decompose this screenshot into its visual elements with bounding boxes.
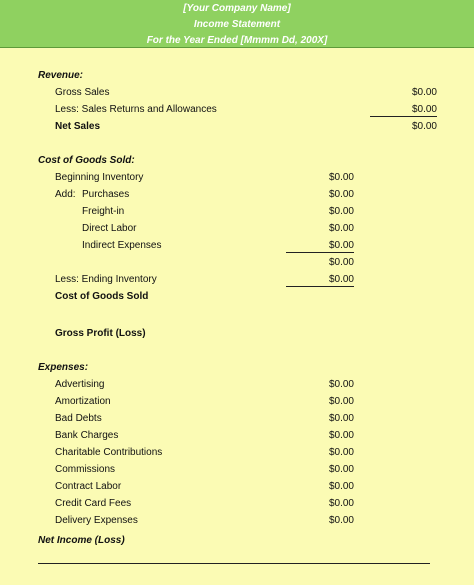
ending-inventory-rule [286,286,354,287]
beginning-inventory-value: $0.00 [328,172,354,183]
cogs-subtotal-value: $0.00 [328,257,354,268]
net-income-rule [38,563,430,564]
expenses-heading: Expenses: [38,362,89,373]
company-name: [Your Company Name] [183,3,291,14]
revenue-subtotal-rule [370,116,437,117]
indirect-expenses-label: Indirect Expenses [82,240,162,251]
beginning-inventory-label: Beginning Inventory [55,172,144,183]
cogs-total-label: Cost of Goods Sold [55,291,149,302]
expense-label-credit-card-fees: Credit Card Fees [55,498,132,509]
expense-label-commissions: Commissions [55,464,116,475]
gross-profit-label: Gross Profit (Loss) [55,328,146,339]
expense-value-bad-debts: $0.00 [328,413,354,424]
gross-sales-value: $0.00 [411,87,437,98]
expense-value-commissions: $0.00 [328,464,354,475]
expense-value-advertising: $0.00 [328,379,354,390]
sales-returns-label: Less: Sales Returns and Allowances [55,104,217,115]
ending-inventory-label: Less: Ending Inventory [55,274,157,285]
expense-value-charitable-contributions: $0.00 [328,447,354,458]
purchases-value: $0.00 [328,189,354,200]
sales-returns-value: $0.00 [411,104,437,115]
direct-labor-value: $0.00 [328,223,354,234]
cogs-subtotal-rule [286,252,354,253]
expense-label-amortization: Amortization [55,396,111,407]
expense-value-delivery-expenses: $0.00 [328,515,354,526]
add-label: Add: [55,189,76,200]
expense-label-charitable-contributions: Charitable Contributions [55,447,163,458]
ending-inventory-value: $0.00 [328,274,354,285]
expense-label-delivery-expenses: Delivery Expenses [55,515,138,526]
statement-title: Income Statement [193,19,281,30]
net-sales-value: $0.00 [411,121,437,132]
expense-label-bank-charges: Bank Charges [55,430,119,441]
expense-value-amortization: $0.00 [328,396,354,407]
expense-value-bank-charges: $0.00 [328,430,354,441]
expense-label-bad-debts: Bad Debts [55,413,102,424]
expense-value-contract-labor: $0.00 [328,481,354,492]
expense-value-credit-card-fees: $0.00 [328,498,354,509]
statement-period: For the Year Ended [Mmmm Dd, 200X] [146,35,328,46]
statement-header [0,0,474,48]
expense-label-advertising: Advertising [55,379,105,390]
expense-label-contract-labor: Contract Labor [55,481,122,492]
gross-sales-label: Gross Sales [55,87,110,98]
net-income-label: Net Income (Loss) [38,535,125,546]
direct-labor-label: Direct Labor [82,223,137,234]
revenue-heading: Revenue: [38,70,84,81]
purchases-label: Purchases [82,189,130,200]
freight-in-value: $0.00 [328,206,354,217]
cogs-heading: Cost of Goods Sold: [38,155,135,166]
indirect-expenses-value: $0.00 [328,240,354,251]
net-sales-label: Net Sales [55,121,101,132]
freight-in-label: Freight-in [82,206,125,217]
